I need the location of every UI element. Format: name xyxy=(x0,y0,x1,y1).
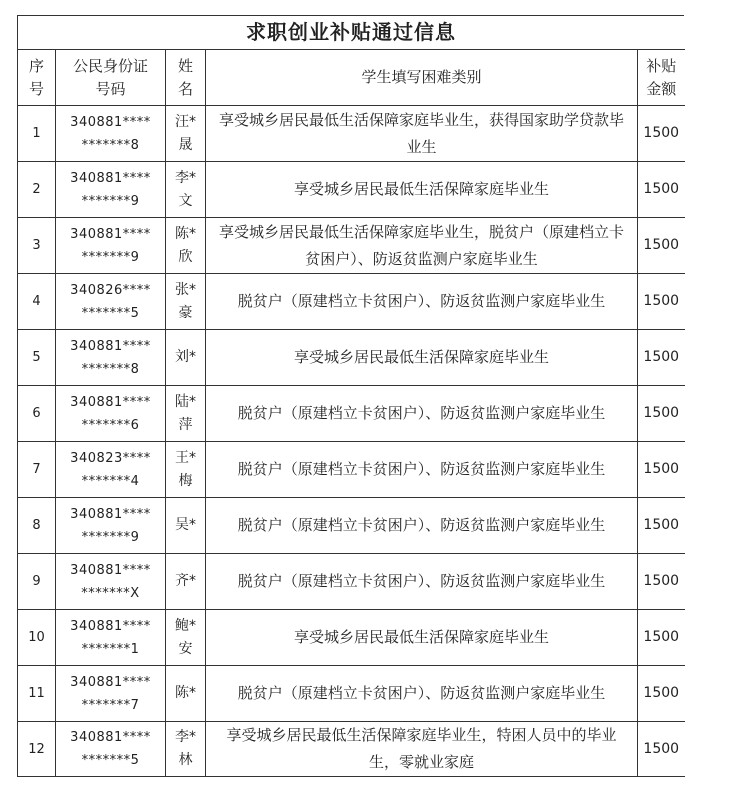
row-name-part: 安 xyxy=(178,640,193,657)
row-seq: 9 xyxy=(18,554,56,610)
row-name-part: 齐* xyxy=(175,573,196,589)
row-id-part: *******9 xyxy=(81,529,140,545)
row-seq: 1 xyxy=(18,106,56,162)
table-row xyxy=(18,722,685,777)
row-id-part: 340881**** xyxy=(70,394,151,410)
row-id-part: 340881**** xyxy=(70,730,151,745)
table-row xyxy=(18,386,685,442)
row-id-part: *******6 xyxy=(81,417,140,433)
sheet-title: 求职创业补贴通过信息 xyxy=(17,15,684,49)
row-id-part: *******9 xyxy=(81,249,140,265)
subsidy-table xyxy=(17,49,685,777)
row-name-part: 晟 xyxy=(178,136,193,153)
header-row xyxy=(18,50,685,106)
row-name-part: 陈* xyxy=(175,225,196,242)
row-name xyxy=(166,330,206,386)
row-id-number xyxy=(56,498,166,554)
row-category: 享受城乡居民最低生活保障家庭毕业生，脱贫户（原建档立卡贫困户）、防返贫监测户家庭毕业生 xyxy=(206,218,638,274)
row-name-part: 刘* xyxy=(175,349,196,365)
row-id-part: 340881**** xyxy=(70,226,151,242)
row-amount: 1500 xyxy=(638,274,685,330)
row-amount: 1500 xyxy=(638,610,685,666)
row-amount: 1500 xyxy=(638,106,685,162)
row-amount: 1500 xyxy=(638,330,685,386)
table-row xyxy=(18,274,685,330)
row-id-part: 340823**** xyxy=(70,450,151,466)
row-name xyxy=(166,722,206,777)
row-id-part: *******5 xyxy=(81,305,140,321)
row-category: 享受城乡居民最低生活保障家庭毕业生 xyxy=(206,330,638,386)
row-name xyxy=(166,162,206,218)
row-name-part: 林 xyxy=(178,752,193,768)
row-category: 享受城乡居民最低生活保障家庭毕业生 xyxy=(206,610,638,666)
table-row xyxy=(18,666,685,722)
row-seq: 2 xyxy=(18,162,56,218)
row-category: 享受城乡居民最低生活保障家庭毕业生 xyxy=(206,162,638,218)
row-id-number xyxy=(56,610,166,666)
row-id-part: 340881**** xyxy=(70,506,151,522)
table-row xyxy=(18,330,685,386)
row-id-part: *******8 xyxy=(81,137,140,153)
row-category: 脱贫户（原建档立卡贫困户）、防返贫监测户家庭毕业生 xyxy=(206,554,638,610)
row-seq: 5 xyxy=(18,330,56,386)
row-category: 享受城乡居民最低生活保障家庭毕业生，获得国家助学贷款毕业生 xyxy=(206,106,638,162)
row-id-part: 340881**** xyxy=(70,674,151,690)
table-row xyxy=(18,106,685,162)
row-name-part: 李* xyxy=(175,169,196,186)
row-id-part: 340881**** xyxy=(70,338,151,354)
row-name-part: 豪 xyxy=(178,304,193,321)
row-category: 脱贫户（原建档立卡贫困户）、防返贫监测户家庭毕业生 xyxy=(206,442,638,498)
row-name-part: 萍 xyxy=(178,416,193,433)
row-id-number xyxy=(56,218,166,274)
row-seq: 11 xyxy=(18,666,56,722)
table-row xyxy=(18,442,685,498)
table-row xyxy=(18,162,685,218)
row-id-part: *******7 xyxy=(81,697,140,713)
row-id-part: 340881**** xyxy=(70,618,151,634)
row-id-number xyxy=(56,274,166,330)
row-id-part: 340881**** xyxy=(70,114,151,130)
row-id-part: *******8 xyxy=(81,361,140,377)
row-amount: 1500 xyxy=(638,666,685,722)
row-category: 享受城乡居民最低生活保障家庭毕业生，特困人员中的毕业生，零就业家庭 xyxy=(206,722,638,777)
table-row xyxy=(18,610,685,666)
row-category: 脱贫户（原建档立卡贫困户）、防返贫监测户家庭毕业生 xyxy=(206,386,638,442)
row-name-part: 鲍* xyxy=(175,617,196,634)
table-row xyxy=(18,218,685,274)
row-category: 脱贫户（原建档立卡贫困户）、防返贫监测户家庭毕业生 xyxy=(206,274,638,330)
row-id-part: *******1 xyxy=(81,641,140,657)
row-name-part: 梅 xyxy=(178,472,193,489)
row-name xyxy=(166,106,206,162)
row-name-part: 陈* xyxy=(175,685,196,701)
header-seq: 序 号 xyxy=(18,50,56,106)
row-amount: 1500 xyxy=(638,498,685,554)
table-row xyxy=(18,498,685,554)
row-id-number xyxy=(56,722,166,777)
row-id-part: *******5 xyxy=(81,753,140,768)
row-category: 脱贫户（原建档立卡贫困户）、防返贫监测户家庭毕业生 xyxy=(206,498,638,554)
row-name-part: 汪* xyxy=(175,113,196,130)
table-row xyxy=(18,554,685,610)
row-id-number xyxy=(56,106,166,162)
row-seq: 3 xyxy=(18,218,56,274)
row-name-part: 文 xyxy=(178,192,193,209)
row-name xyxy=(166,610,206,666)
row-name xyxy=(166,218,206,274)
row-id-number xyxy=(56,442,166,498)
row-name-part: 王* xyxy=(175,449,196,466)
header-amount: 补贴 金额 xyxy=(638,50,685,106)
row-id-part: *******9 xyxy=(81,193,140,209)
row-name xyxy=(166,498,206,554)
header-name: 姓 名 xyxy=(166,50,206,106)
row-id-part: 340881**** xyxy=(70,562,151,578)
row-seq: 6 xyxy=(18,386,56,442)
row-amount: 1500 xyxy=(638,722,685,777)
row-name xyxy=(166,442,206,498)
row-name xyxy=(166,386,206,442)
row-amount: 1500 xyxy=(638,442,685,498)
row-seq: 7 xyxy=(18,442,56,498)
row-id-part: *******4 xyxy=(81,473,140,489)
row-id-number xyxy=(56,666,166,722)
row-seq: 10 xyxy=(18,610,56,666)
row-seq: 4 xyxy=(18,274,56,330)
row-category: 脱贫户（原建档立卡贫困户）、防返贫监测户家庭毕业生 xyxy=(206,666,638,722)
row-name xyxy=(166,554,206,610)
row-id-number xyxy=(56,554,166,610)
row-name-part: 陆* xyxy=(175,393,196,410)
header-id: 公民身份证 号码 xyxy=(56,50,166,106)
row-amount: 1500 xyxy=(638,386,685,442)
row-id-part: *******X xyxy=(81,585,140,601)
row-name-part: 吴* xyxy=(175,517,196,533)
row-amount: 1500 xyxy=(638,554,685,610)
row-amount: 1500 xyxy=(638,162,685,218)
row-id-part: 340881**** xyxy=(70,170,151,186)
row-id-part: 340826**** xyxy=(70,282,151,298)
header-category: 学生填写困难类别 xyxy=(206,50,638,106)
row-seq: 8 xyxy=(18,498,56,554)
subsidy-sheet xyxy=(17,15,684,777)
row-name xyxy=(166,274,206,330)
row-name-part: 李* xyxy=(175,729,196,745)
row-id-number xyxy=(56,330,166,386)
row-id-number xyxy=(56,162,166,218)
row-name-part: 欣 xyxy=(178,248,193,265)
row-id-number xyxy=(56,386,166,442)
row-name xyxy=(166,666,206,722)
row-seq: 12 xyxy=(18,722,56,777)
row-amount: 1500 xyxy=(638,218,685,274)
row-name-part: 张* xyxy=(175,281,196,298)
